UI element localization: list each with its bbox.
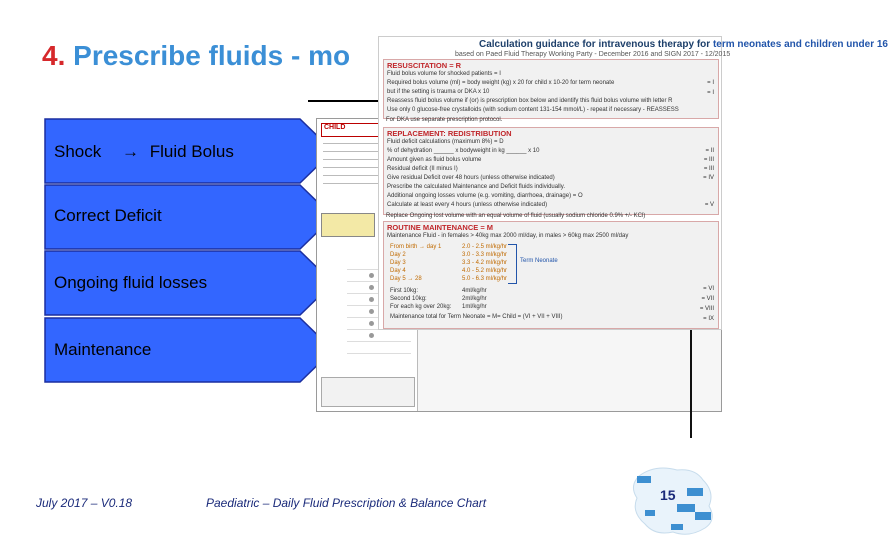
maintenance-arrow — [44, 317, 334, 383]
chart-dot — [369, 285, 374, 290]
neonate-rate: 2.0 - 2.5 ml/kg/hr — [462, 244, 508, 250]
row-code: = IX — [703, 316, 714, 322]
row-code: = VII — [701, 296, 714, 302]
chart-row — [347, 353, 411, 354]
row-code: = IV — [703, 175, 714, 181]
chart-row — [347, 341, 411, 342]
child-weight: For each kg over 20kg: — [390, 304, 452, 310]
correct-deficit-arrow — [44, 184, 334, 250]
row-code: = VI — [703, 286, 714, 292]
vertical-divider — [690, 330, 692, 438]
guidance-subtitle: based on Paed Fluid Therapy Working Party - December 2016 and SIGN 2017 - 12/2015 — [455, 51, 731, 58]
chart-footer-box — [321, 377, 415, 407]
guidance-line: Residual deficit (II minus I) — [387, 166, 458, 172]
resuscitation-heading: RESUSCITATION = R — [387, 61, 462, 70]
child-rate: 4ml/kg/hr — [462, 288, 487, 294]
guidance-line: Additional ongoing losses volume (e.g. vomiting, diarrhoea, drainage) = O — [387, 193, 583, 199]
chart-line — [323, 167, 383, 168]
guidance-line: Required bolus volume (ml) = body weight (kg) x 20 for child x 10-20 for term neonate — [387, 80, 615, 86]
replacement-heading: REPLACEMENT: REDISTRIBUTION — [387, 129, 512, 138]
guidance-line: Use only 0 glucose-free crystalloids (with sodium content 131-154 mmol/L) - repeat if necessary - REASSESS — [387, 107, 679, 113]
chart-line — [323, 151, 383, 152]
guidance-line: Fluid bolus volume for shocked patients = I — [387, 71, 501, 77]
dka-note: For DKA use separate prescription protocol. — [386, 117, 503, 123]
replacement-section — [383, 127, 719, 215]
shock-fluid-bolus-arrow — [44, 118, 334, 184]
neonate-day: Day 5 → 28 — [390, 276, 422, 282]
calculation-guidance-sheet — [378, 36, 888, 330]
neonate-day: Day 3 — [390, 260, 406, 266]
guidance-line: Calculate at least every 4 hours (unless otherwise indicated) — [387, 202, 548, 208]
chart-dot — [369, 321, 374, 326]
chart-dot — [369, 273, 374, 278]
page-number: 15 — [660, 487, 676, 503]
row-code: = VIII — [699, 306, 714, 312]
arrow-label-correct-deficit: Correct Deficit — [54, 206, 162, 225]
maintenance-total: Maintenance total for Term Neonate = M= Child = (VI + VII + VIII) — [390, 314, 563, 320]
arrow-label-maintenance: Maintenance — [54, 340, 152, 359]
arrow-label-shock: Shock — [54, 142, 102, 161]
neonate-rate: 3.3 - 4.2 ml/kg/hr — [462, 260, 508, 266]
guidance-line: Reassess fluid bolus volume if (or) is prescription box below and identify this fluid bolus volume with letter R — [387, 98, 673, 104]
chart-line — [323, 175, 383, 176]
arrow-label-ongoing-losses: Ongoing fluid losses — [54, 273, 208, 292]
chart-dot — [369, 309, 374, 314]
title-rule — [308, 100, 388, 102]
slide-title — [42, 40, 350, 72]
chart-line — [323, 183, 383, 184]
child-rate: 1ml/kg/hr — [462, 304, 487, 310]
chart-header: CHILD — [321, 123, 379, 137]
neonate-day: From birth → day 1 — [390, 244, 442, 250]
guidance-line: Amount given as fluid bolus volume — [387, 157, 482, 163]
arrow-label-fluid-bolus: Fluid Bolus — [149, 142, 234, 161]
child-weight: First 10kg: — [390, 288, 419, 294]
maintenance-heading: ROUTINE MAINTENANCE = M — [387, 223, 494, 232]
chart-line — [323, 143, 383, 144]
maintenance-section — [383, 221, 719, 329]
slide-number-prefix: 4. — [42, 40, 66, 71]
row-code: = V — [704, 202, 714, 208]
neonate-label: Term Neonate — [520, 258, 558, 264]
child-weight: Second 10kg: — [390, 296, 427, 302]
footer-title: Paediatric – Daily Fluid Prescription & Balance Chart — [206, 496, 487, 510]
row-code: = III — [703, 157, 714, 163]
guidance-title — [479, 39, 888, 50]
neonate-rate: 5.0 - 6.3 ml/kg/hr — [462, 276, 508, 282]
guidance-line: Maintenance Fluid - in females > 40kg max 2000 ml/day, in males > 60kg max 2500 ml/day — [387, 233, 629, 239]
guidance-line: % of dehydration ______ x bodyweight in kg ______ x 10 — [387, 148, 540, 154]
guidance-line: but if the setting is trauma or DKA x 10 — [387, 89, 490, 95]
resuscitation-section — [383, 59, 719, 119]
right-arrow-icon: → — [121, 142, 139, 161]
guidance-line: Give residual Deficit over 48 hours (unless otherwise indicated) — [387, 175, 555, 181]
neonate-rate: 3.0 - 3.3 ml/kg/hr — [462, 252, 508, 258]
neonate-rate: 4.0 - 5.2 ml/kg/hr — [462, 268, 508, 274]
guidance-line: Fluid deficit calculations (maximum 8%) = D — [387, 139, 504, 145]
chart-dot — [369, 297, 374, 302]
row-code: = I — [707, 90, 714, 96]
guidance-line: Prescribe the calculated Maintenance and Deficit fluids individually. — [387, 184, 565, 190]
chart-highlight-box — [321, 213, 375, 237]
chart-line — [323, 159, 383, 160]
row-code: = I — [707, 80, 714, 86]
guidance-title-highlight: term neonates and children under 16 — [712, 39, 888, 50]
neonate-bracket — [508, 244, 517, 284]
neonate-day: Day 2 — [390, 252, 406, 258]
footer-date: July 2017 – V0.18 — [36, 496, 133, 510]
row-code: = II — [705, 148, 714, 154]
guidance-title-prefix: Calculation guidance for intravenous therapy for — [479, 39, 711, 50]
ongoing-losses-arrow — [44, 250, 334, 316]
neonate-day: Day 4 — [390, 268, 406, 274]
chart-dot — [369, 333, 374, 338]
child-rate: 2ml/kg/hr — [462, 296, 487, 302]
slide-title-text: Prescribe fluids - mo — [73, 40, 351, 71]
row-code: = III — [703, 166, 714, 172]
replacement-note: Replace Ongoing lost volume with an equal volume of fluid (usually sodium chloride 0.9% +/- KCl) — [386, 213, 646, 219]
